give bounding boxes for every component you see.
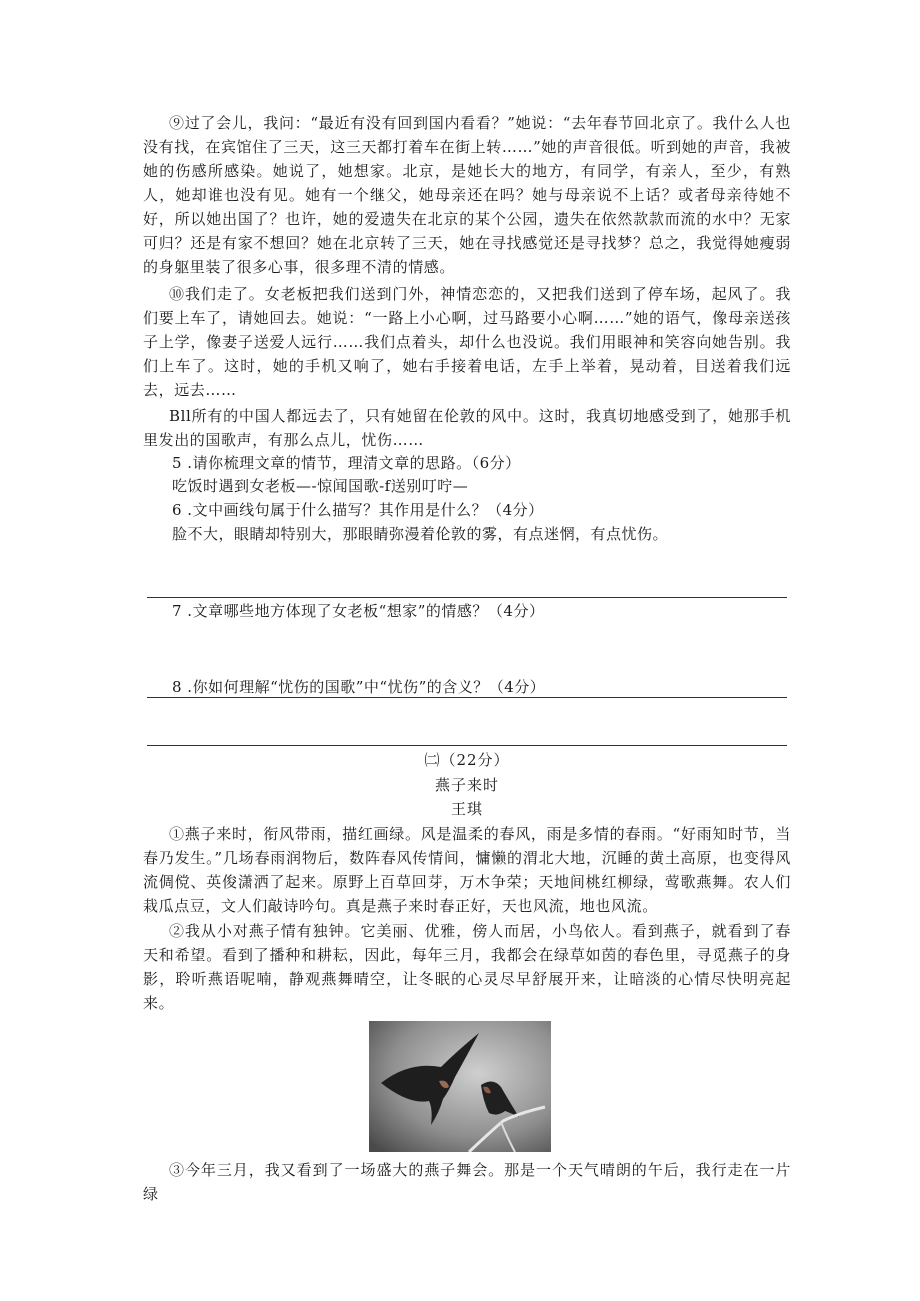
article-paragraph-3: ③今年三月，我又看到了一场盛大的燕子舞会。那是一个天气晴朗的午后，我行走在一片绿 [143,1161,791,1203]
question-6: 6 .文中画线句属于什么描写？其作用是什么？（4分） [172,501,544,519]
question-8: 8 .你如何理解“忧伤的国歌”中“忧伤”的含义？（4分） [172,678,546,696]
answer-line [147,597,787,598]
answer-6: 脸不大，眼睛却特别大，那眼睛弥漫着伦敦的雾，有点迷惘，有点忧伤。 [172,525,669,543]
paragraph-10: ⑩我们走了。女老板把我们送到门外，神情恋恋的，又把我们送到了停车场，起风了。我们要上车了，请她回去。她说：“一路上小心啊，过马路要小心啊……”她的语气，像母亲送孩子上学，像妻子送爱人远行……我们点着头，却什么也没说。我们用眼神和笑容向她告别。我们上车了。这时，她的手机又响了，她右手接着电话，左手上举着，晃动着，目送着我们远去，远去…… [143,285,791,399]
answer-line [147,697,787,698]
paragraph-11: Bll所有的中国人都远去了，只有她留在伦敦的风中。这时，我真切地感受到了，她那手机里发出的国歌声，有那么点儿，忧伤…… [143,407,791,449]
section-header: ㈡（22分） [424,751,510,769]
question-7: 7 .文章哪些地方体现了女老板“想家”的情感？（4分） [172,602,545,620]
paragraph-9: ⑨过了会儿，我问：“最近有没有回到国内看看？”她说：“去年春节回北京了。我什么人也没有找，在宾馆住了三天，这三天都打着车在街上转……”她的声音很低。听到她的声音，我被她的伤感所感染。她说了，她想家。北京，是她长大的地方，有同学，有亲人，至少，有熟人，她却谁也没有见。她有一个继父，她母亲还在吗？她与母亲说不上话？或者母亲待她不好，所以她出国了？也许，她的爱遗失在北京的某个公园，遗失在依然款款而流的水中？无家可归？还是有家不想回？她在北京转了三天，她在寻找感觉还是寻找梦？总之，我觉得她瘦弱的身躯里装了很多心事，很多理不清的情感。 [143,114,791,276]
question-5: 5 .请你梳理文章的情节，理清文章的思路。（6分） [172,454,521,472]
article-title: 燕子来时 [434,776,499,794]
swallows-photo-icon [369,1021,551,1152]
article-paragraph-2: ②我从小对燕子情有独钟。它美丽、优雅，傍人而居，小鸟依人。看到燕子，就看到了春天和希望。看到了播种和耕耘，因此，每年三月，我都会在绿草如茵的春色里，寻觅燕子的身影，聆听燕语呢喃，静观燕舞晴空，让冬眠的心灵尽早舒展开来，让暗淡的心情尽快明亮起来。 [143,922,791,1012]
answer-5: 吃饭时遇到女老板—-惊闻国歌-f送别叮咛— [172,477,469,495]
answer-line [147,745,787,746]
article-paragraph-1: ①燕子来时，衔风带雨，描红画绿。风是温柔的春风，雨是多情的春雨。“好雨知时节，当春乃发生。”几场春雨润物后，数阵春风传情间，慵懒的渭北大地，沉睡的黄土高原，也变得风流倜傥、英俊潇洒了起来。原野上百草回芽，万木争荣；天地间桃红柳绿，莺歌燕舞。农人们栽瓜点豆，文人们敲诗吟句。真是燕子来时春正好，天也风流，地也风流。 [143,825,791,915]
article-author: 王琪 [450,800,483,818]
